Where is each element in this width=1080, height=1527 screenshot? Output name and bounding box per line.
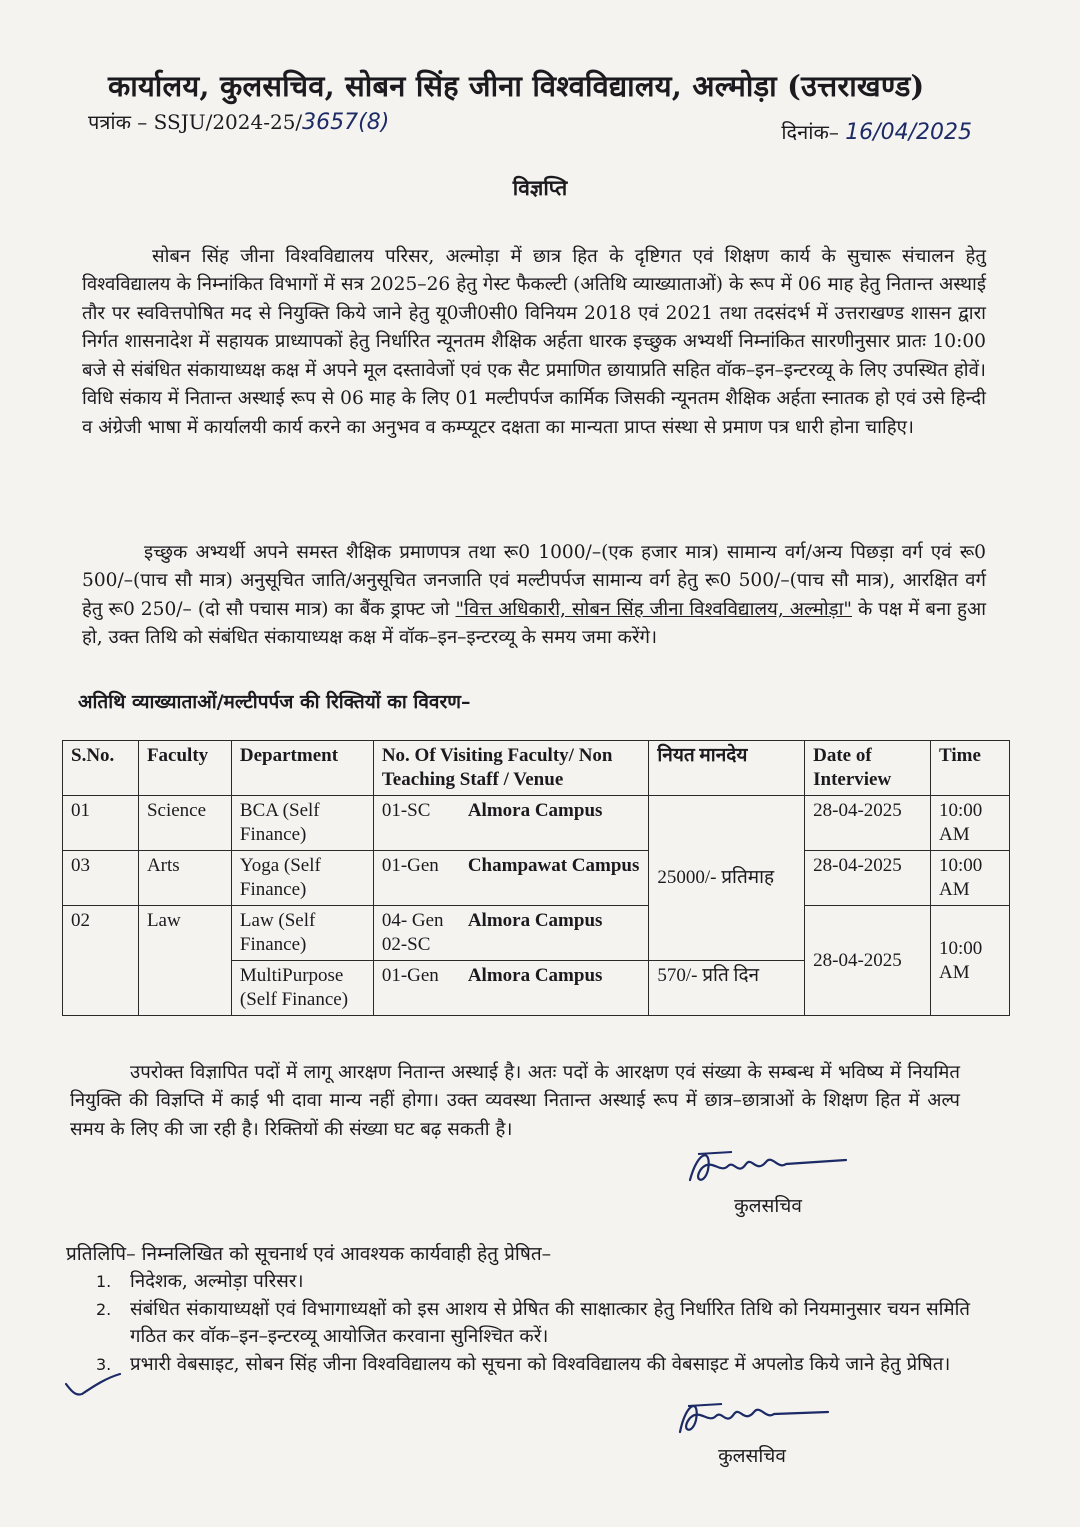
signature-image-copy <box>652 1390 852 1442</box>
vacancy-code: 01-Gen <box>381 965 439 986</box>
list-text: प्रभारी वेबसाइट, सोबन सिंह जीना विश्वविद्यालय को सूचना को विश्वविद्यालय की वेबसाइट में अपलोड किये जाने हेतु प्रेषित। <box>130 1353 951 1375</box>
paragraph-fees <box>82 539 986 653</box>
cell-sno: 01 <box>63 796 139 851</box>
cell-venue <box>373 851 649 906</box>
list-item <box>96 1351 970 1379</box>
cell-time: 10:00 AM <box>931 906 1010 1016</box>
header-date: Date of Interview <box>805 741 931 796</box>
reference-label: पत्रांक – SSJU/2024-25/ <box>88 110 303 134</box>
signature-block-copy <box>652 1390 852 1468</box>
vacancy-code: 04- Gen <box>381 910 444 931</box>
header-venue: No. Of Visiting Faculty/ Non Teaching Staff / Venue <box>373 741 649 796</box>
notice-date <box>781 118 972 145</box>
header-faculty: Faculty <box>138 741 231 796</box>
cell-honorarium: 570/- प्रति दिन <box>649 961 805 1016</box>
copy-to-heading: प्रतिलिपि– निम्नलिखित को सूचनार्थ एवं आवश्यक कार्यवाही हेतु प्रेषित– <box>66 1243 552 1265</box>
cell-venue <box>373 961 649 1016</box>
paragraph-main: सोबन सिंह जीना विश्वविद्यालय परिसर, अल्मोड़ा में छात्र हित के दृष्टिगत एवं शिक्षण कार्य के सुचारू संचालन हेतु विश्वविद्यालय के निम्नांकित विभागों में सत्र 2025–26 हेतु गेस्ट फैकल्टी (अतिथि व्याख्याताओं) के रूप में 06 माह हेतु नितान्त अस्थाई तौर पर स्ववित्तपोषित मद से नियुक्ति किये जाने हेतु यू0जी0सी0 विनियम 2018 एवं 2021 तथा तदसंदर्भ में उत्तराखण्ड शासन द्वारा निर्गत शासनादेश में सहायक प्राध्यापकों हेतु निर्धारित न्यूनतम शैक्षिक अर्हता धारक इच्छुक अभ्यर्थी निम्नांकित सारणीनुसार प्रातः 10:00 बजे से संबंधित संकायाध्यक्ष कक्ष में अपने मूल दस्तावेजों एवं एक सैट प्रमाणित छायाप्रति सहित वॉक–इन–इन्टरव्यू के लिए उपस्थित होवें। विधि संकाय में नितान्त अस्थाई रूप से 06 माह के लिए 01 मल्टीपर्पज कार्मिक जिसकी न्यूनतम शैक्षिक अर्हता स्नातक हो एवं उसे हिन्दी व अंग्रेजी भाषा में कार्यालयी कार्य करने का अनुभव व कम्प्यूटर दक्षता का मान्यता प्राप्त संस्था से प्रमाण पत्र धारी होना चाहिए। <box>82 245 986 438</box>
reference-handwritten: 3657(8) <box>302 110 390 135</box>
paragraph-reservation: उपरोक्त विज्ञापित पदों में लागू आरक्षण नितान्त अस्थाई है। अतः पदों के आरक्षण एवं संख्या के सम्बन्ध में भविष्य में नियमित नियुक्ति की विज्ञप्ति में काई भी दावा मान्य नहीं होगा। उक्त व्यवस्था नितान्त अस्थाई रूप में छात्र–छात्राओं के शिक्षण हित में अल्प समय के लिए की जा रही है। रिक्तियों की संख्या घट बढ़ सकती है। <box>70 1061 960 1140</box>
cell-time: 10:00 AM <box>931 851 1010 906</box>
cell-department: Yoga (Self Finance) <box>231 851 373 906</box>
office-title: कार्यालय, कुलसचिव, सोबन सिंह जीना विश्वविद्यालय, अल्मोड़ा (उत्तराखण्ड) <box>108 69 925 103</box>
vacancy-code-secondary: 02-SC <box>381 934 431 955</box>
vacancy-code: 01-Gen <box>381 855 439 876</box>
header-department: Department <box>231 741 373 796</box>
date-handwritten: 16/04/2025 <box>845 120 972 145</box>
payee-name: "वित्त अधिकारी, सोबन सिंह जीना विश्वविद्यालय, अल्मोड़ा" <box>455 598 852 620</box>
vacancy-table <box>62 740 1010 1016</box>
notice-heading: विज्ञप्ति <box>512 175 568 200</box>
table-row <box>63 906 1010 961</box>
cell-department: Law (Self Finance) <box>231 906 373 961</box>
paragraph-fees-text-end: के पक्ष में बना हुआ हो, उक्त तिथि को संबंधित संकायाध्यक्ष कक्ष में वॉक–इन–इन्टरव्यू के समय जमा करेंगे। <box>82 598 986 649</box>
cell-date: 28-04-2025 <box>805 906 931 1016</box>
copy-to-list <box>96 1268 970 1378</box>
table-row <box>63 796 1010 851</box>
cell-venue <box>373 796 649 851</box>
cell-faculty: Science <box>138 796 231 851</box>
list-item <box>96 1296 970 1351</box>
venue-name: Champawat Campus <box>467 855 640 876</box>
table-header-row <box>63 741 1010 796</box>
paragraph-fees-text: इच्छुक अभ्यर्थी अपने समस्त शैक्षिक प्रमाणपत्र तथा रू0 1000/–(एक हजार मात्र) सामान्य वर्ग/अन्य पिछड़ा वर्ग एवं रू0 500/–(पाच सौ मात्र) अनुसूचित जाति/अनुसूचित जनजाति एवं मल्टीपर्पज सामान्य वर्ग हेतु रू0 500/–(पाच सौ मात्र), आरक्षित वर्ग हेतु रू0 250/– (दो सौ पचास मात्र) का बैंक ड्राफ्ट जो <box>82 541 986 620</box>
list-item <box>96 1268 970 1296</box>
tick-mark-icon <box>62 1372 122 1402</box>
cell-faculty: Law <box>138 906 231 1016</box>
header-time: Time <box>931 741 1010 796</box>
date-label: दिनांक– <box>781 120 839 144</box>
signature-image <box>668 1140 868 1192</box>
cell-faculty: Arts <box>138 851 231 906</box>
venue-name: Almora Campus <box>467 965 603 986</box>
cell-time: 10:00 AM <box>931 796 1010 851</box>
venue-name: Almora Campus <box>467 910 603 931</box>
list-number: 2. <box>96 1299 112 1319</box>
reference-number <box>88 108 389 135</box>
cell-venue <box>373 906 649 961</box>
header-honorarium: नियत मानदेय <box>649 741 805 796</box>
cell-date: 28-04-2025 <box>805 851 931 906</box>
vacancy-code: 01-SC <box>381 800 431 821</box>
vacancy-heading: अतिथि व्याख्याताओं/मल्टीपर्पज की रिक्तियों का विवरण– <box>78 691 471 713</box>
list-number: 1. <box>96 1272 112 1291</box>
cell-honorarium-shared: 25000/- प्रतिमाह <box>649 796 805 961</box>
venue-name: Almora Campus <box>467 800 603 821</box>
cell-sno: 02 <box>63 906 139 1016</box>
cell-department: BCA (Self Finance) <box>231 796 373 851</box>
signature-block <box>668 1140 868 1218</box>
cell-sno: 03 <box>63 851 139 906</box>
signature-designation: कुलसचिव <box>734 1195 802 1217</box>
cell-department: MultiPurpose (Self Finance) <box>231 961 373 1016</box>
table-row <box>63 851 1010 906</box>
header-sno: S.No. <box>63 741 139 796</box>
list-number: 3. <box>96 1354 112 1374</box>
list-text: निदेशक, अल्मोड़ा परिसर। <box>130 1271 304 1292</box>
signature-designation-copy: कुलसचिव <box>718 1445 786 1467</box>
cell-date: 28-04-2025 <box>805 796 931 851</box>
list-text: संबंधित संकायाध्यक्षों एवं विभागाध्यक्षों को इस आशय से प्रेषित की साक्षात्कार हेतु निर्धारित तिथि को नियमानुसार चयन समिति गठित कर वॉक–इन–इन्टरव्यू आयोजित करवाना सुनिश्चित करें। <box>130 1298 970 1347</box>
